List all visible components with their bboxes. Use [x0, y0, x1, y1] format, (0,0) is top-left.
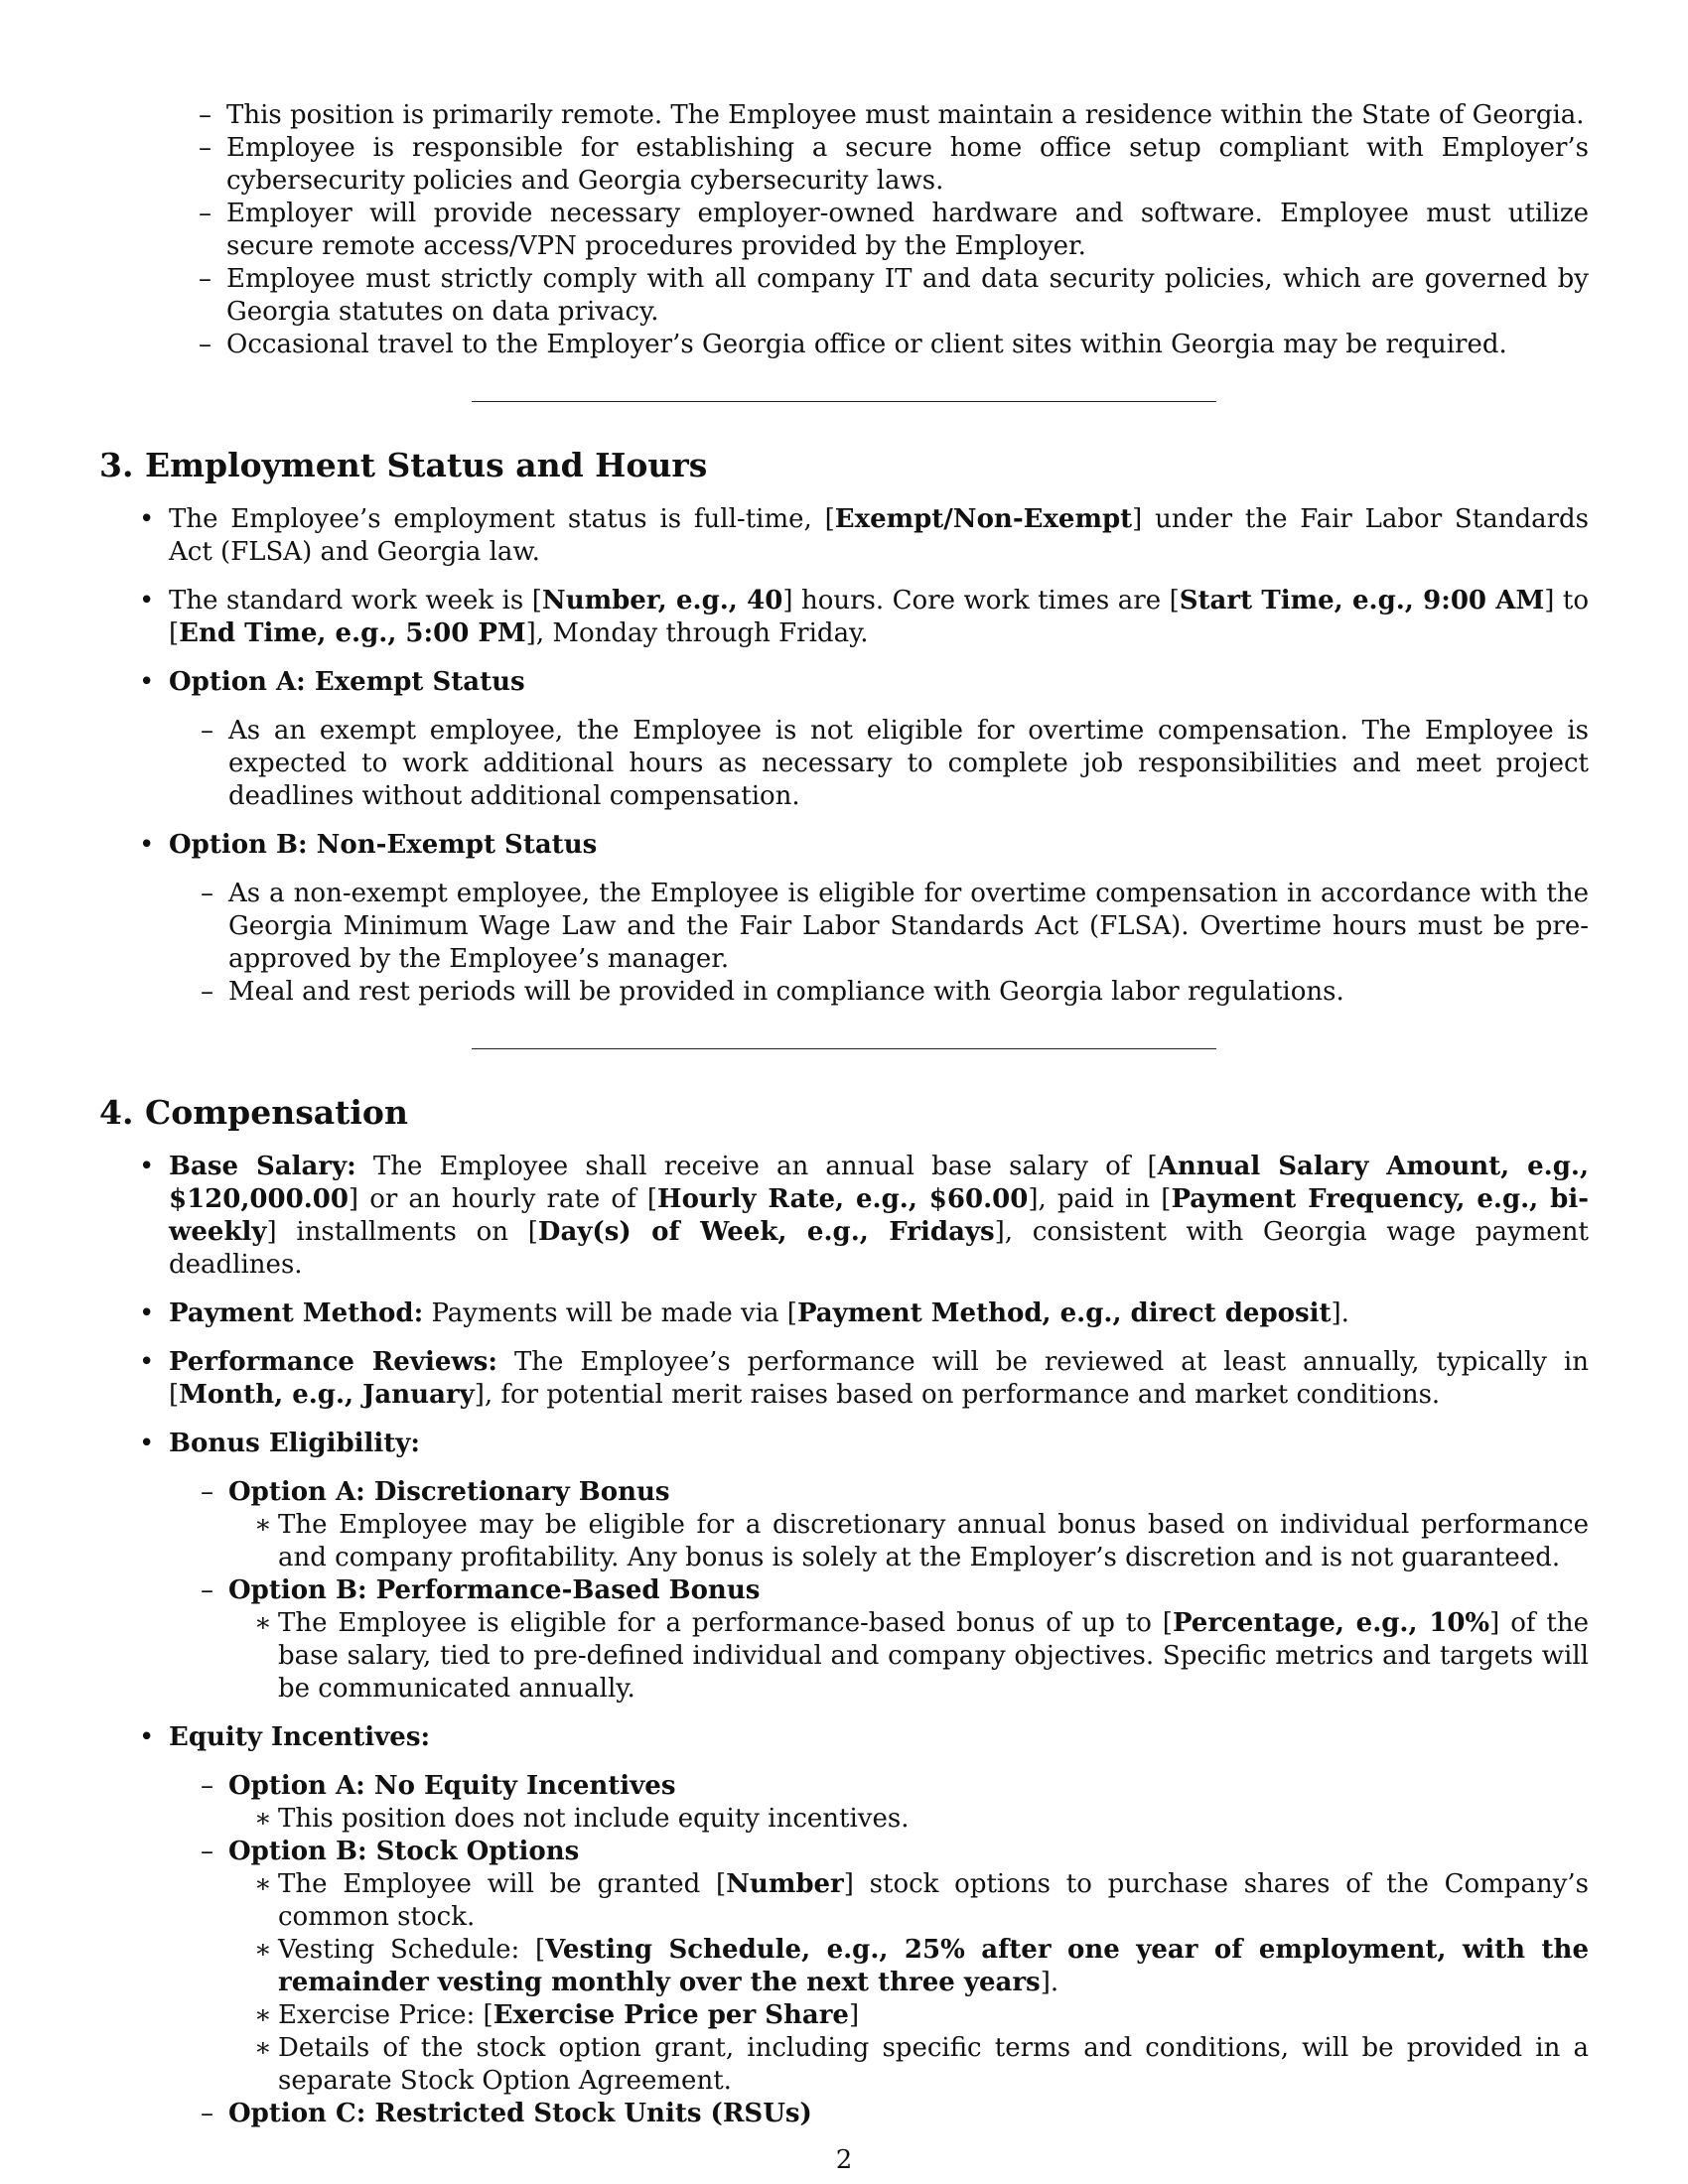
- list-item: – Option A: No Equity Incentives ∗ This position does not include equity incentives.: [169, 1770, 1589, 1836]
- list-item: – As an exempt employee, the Employee is not eligible for overtime compensation. The Employee is expected to work additional hours as necessary to complete job responsibilities and meet project deadlines without additional compensation.: [169, 715, 1589, 813]
- placeholder-field: Payment Frequency, e.g., bi-weekly: [169, 1184, 1589, 1247]
- list-item: – Employee must strictly comply with all company IT and data security policies, which are governed by Georgia statutes on data privacy.: [99, 263, 1589, 329]
- list-item: • Performance Reviews: The Employee’s performance will be reviewed at least annually, typically in [Month, e.g., January], for potential merit raises based on performance and market conditions.: [99, 1346, 1589, 1412]
- list-item: – Occasional travel to the Employer’s Georgia office or client sites within Georgia may be required.: [99, 329, 1589, 361]
- option-title: Option A: Exempt Status: [169, 667, 525, 697]
- list-item: ∗ This position does not include equity incentives.: [228, 1803, 1589, 1836]
- list-item: – Employee is responsible for establishing a secure home office setup compliant with Employer’s cybersecurity policies and Georgia cybersecurity laws.: [99, 132, 1589, 198]
- list-item: – Meal and rest periods will be provided in compliance with Georgia labor regulations.: [169, 976, 1589, 1009]
- list-item: – Employer will provide necessary employer-owned hardware and software. Employee must utilize secure remote access/VPN procedures provided by the Employer.: [99, 198, 1589, 263]
- list-item: ∗ Exercise Price: [Exercise Price per Share]: [228, 1999, 1589, 2032]
- option-title: Option B: Non-Exempt Status: [169, 830, 598, 860]
- list-item: – Option A: Discretionary Bonus ∗ The Employee may be eligible for a discretionary annual bonus based on individual performance and company profitability. Any bonus is solely at the Employer’s discretion and is not guaranteed.: [169, 1476, 1589, 1574]
- equity-incentives-label: Equity Incentives:: [169, 1722, 431, 1752]
- section-heading-compensation: 4. Compensation: [99, 1093, 408, 1132]
- list-item: ∗ The Employee will be granted [Number] stock options to purchase shares of the Company’s common stock.: [228, 1868, 1589, 1934]
- bonus-eligibility-label: Bonus Eligibility:: [169, 1429, 420, 1458]
- section-heading-employment-status: 3. Employment Status and Hours: [99, 446, 708, 484]
- page-number: 2: [835, 2145, 853, 2175]
- placeholder-field: Exercise Price per Share: [492, 2000, 849, 2030]
- placeholder-field: Day(s) of Week, e.g., Fridays: [537, 1217, 995, 1247]
- placeholder-field: End Time, e.g., 5:00 PM: [179, 618, 526, 648]
- list-item: ∗ Details of the stock option grant, including specific terms and conditions, will be provided in a separate Stock Option Agreement.: [228, 2032, 1589, 2098]
- list-item: • Payment Method: Payments will be made via [Payment Method, e.g., direct deposit].: [99, 1297, 1589, 1330]
- list-item: • The Employee’s employment status is full-time, [Exempt/Non-Exempt] under the Fair Labor Standards Act (FLSA) and Georgia law.: [99, 503, 1589, 569]
- placeholder-field: Exempt/Non-Exempt: [834, 504, 1133, 534]
- list-item: – Option B: Stock Options ∗ The Employee will be granted [Number] stock options to purchase shares of the Company’s common stock. ∗ Vesting Schedule: [Vesting Schedule, e.g., 25% after one year of employment, with the remainder vesting monthly over the next three years]. ∗ Exercise Price: [Exercise Price per Share] ∗ Details of the stock option grant, including specific terms and conditions, will be provided in a separate Stock Option Agreement.: [169, 1836, 1589, 2098]
- page-content: [99, 99, 1589, 2146]
- remote-work-list: [99, 99, 1589, 361]
- section-divider: [472, 401, 1216, 402]
- list-item: – This position is primarily remote. The Employee must maintain a residence within the State of Georgia.: [99, 99, 1589, 132]
- compensation-list: [99, 1151, 1589, 2130]
- section-divider: [472, 1048, 1216, 1049]
- placeholder-field: Hourly Rate, e.g., $60.00: [657, 1184, 1029, 1214]
- list-item: ∗ Vesting Schedule: [Vesting Schedule, e.g., 25% after one year of employment, with the remainder vesting monthly over the next three years].: [228, 1934, 1589, 1999]
- placeholder-field: Number: [726, 1869, 844, 1899]
- placeholder-field: Start Time, e.g., 9:00 AM: [1179, 586, 1545, 615]
- list-item: [99, 1721, 1589, 2130]
- placeholder-field: Percentage, e.g., 10%: [1172, 1608, 1490, 1638]
- list-item: ∗ The Employee is eligible for a performance-based bonus of up to [Percentage, e.g., 10%] of the base salary, tied to pre-defined individual and company objectives. Specific metrics and targets will be communicated annually.: [228, 1607, 1589, 1706]
- placeholder-field: Vesting Schedule, e.g., 25% after one year of employment, with the remainder vesting monthly over the next three years: [278, 1935, 1589, 1997]
- list-item: ∗ The Employee may be eligible for a discretionary annual bonus based on individual performance and company profitability. Any bonus is solely at the Employer’s discretion and is not guaranteed.: [228, 1509, 1589, 1574]
- placeholder-field: Month, e.g., January: [179, 1380, 475, 1410]
- list-item: [99, 1428, 1589, 1706]
- placeholder-field: Payment Method, e.g., direct deposit: [796, 1298, 1332, 1328]
- placeholder-field: Annual Salary Amount, e.g., $120,000.00: [169, 1152, 1590, 1214]
- employment-status-list: [99, 503, 1589, 1009]
- list-item: [99, 829, 1589, 1009]
- list-item: – Option C: Restricted Stock Units (RSUs): [169, 2098, 1589, 2130]
- list-item: – As a non-exempt employee, the Employee is eligible for overtime compensation in accordance with the Georgia Minimum Wage Law and the Fair Labor Standards Act (FLSA). Overtime hours must be pre-approved by the Employee’s manager.: [169, 878, 1589, 976]
- list-item: • Base Salary: The Employee shall receive an annual base salary of [Annual Salary Amount, e.g., $120,000.00] or an hourly rate of [Hourly Rate, e.g., $60.00], paid in [Payment Frequency, e.g., bi-weekly] installments on [Day(s) of Week, e.g., Fridays], consistent with Georgia wage payment deadlines.: [99, 1151, 1589, 1282]
- placeholder-field: Number, e.g., 40: [541, 586, 783, 615]
- list-item: [99, 666, 1589, 813]
- list-item: • The standard work week is [Number, e.g., 40] hours. Core work times are [Start Time, e.g., 9:00 AM] to [End Time, e.g., 5:00 PM], Monday through Friday.: [99, 585, 1589, 650]
- list-item: – Option B: Performance-Based Bonus ∗ The Employee is eligible for a performance-based bonus of up to [Percentage, e.g., 10%] of the base salary, tied to pre-defined individual and company objectives. Specific metrics and targets will be communicated annually.: [169, 1574, 1589, 1706]
